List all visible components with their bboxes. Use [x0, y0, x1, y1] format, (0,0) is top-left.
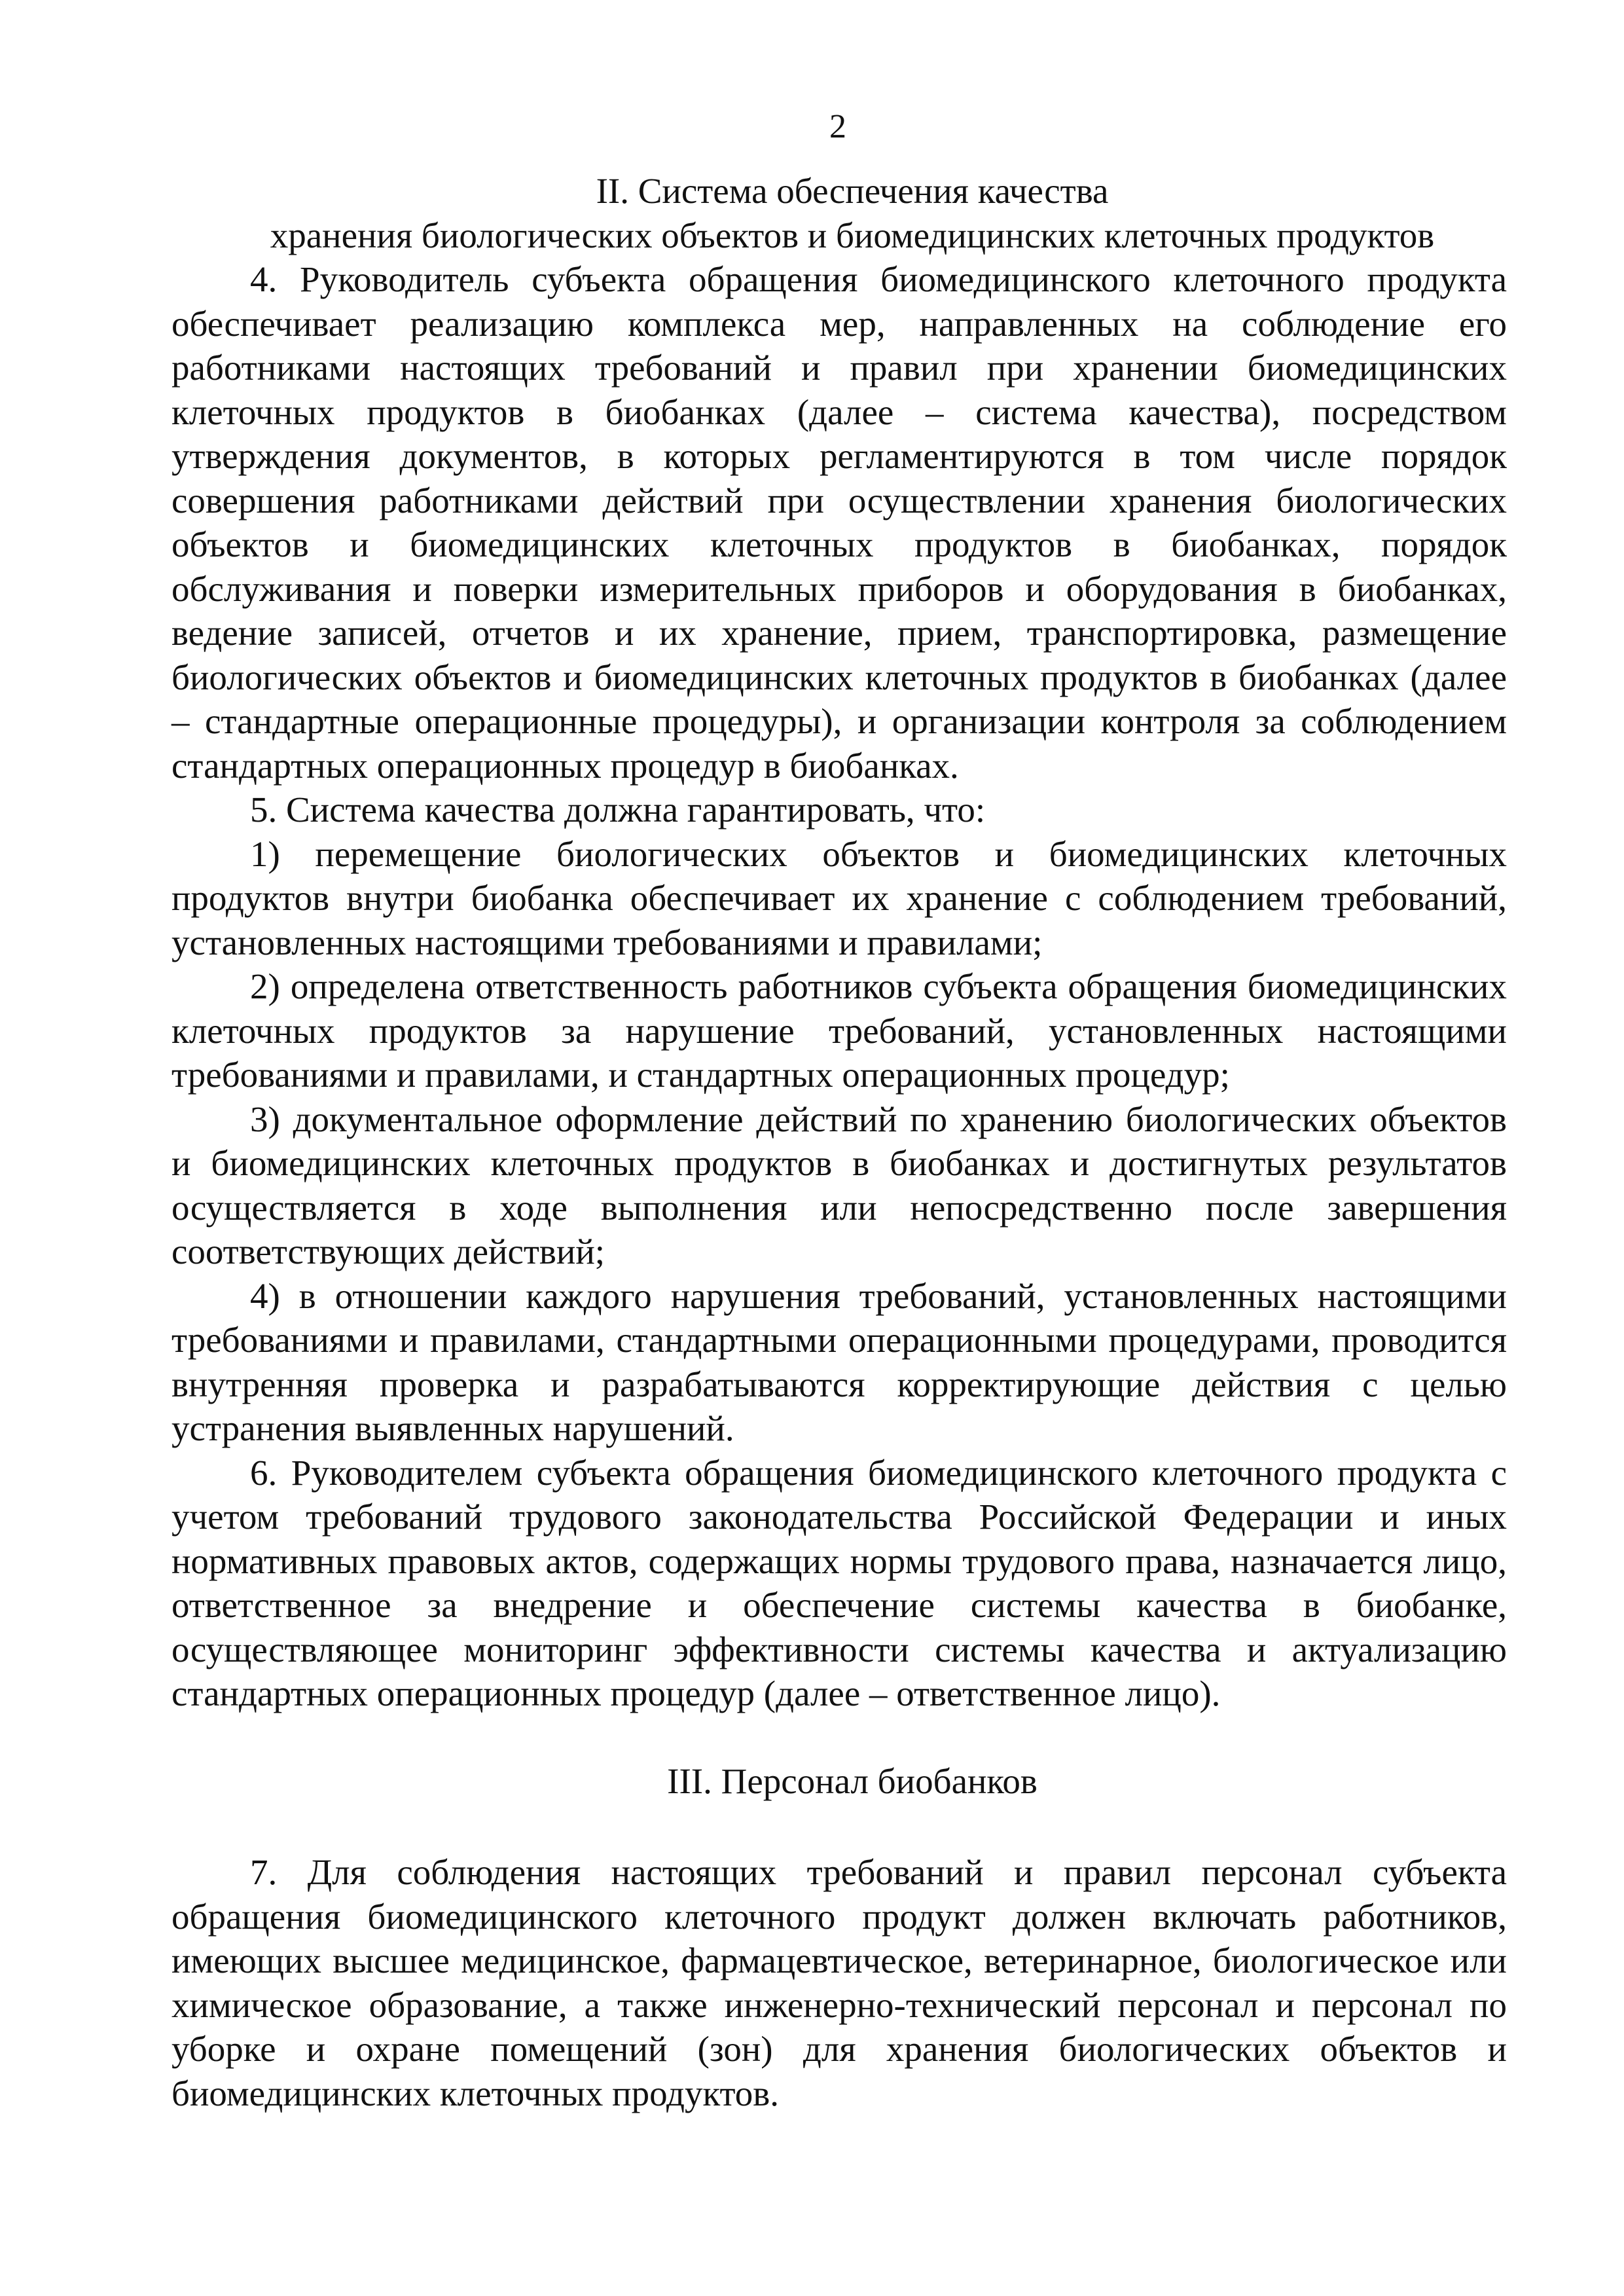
paragraph-5: 5. Система качества должна гарантировать, что:	[250, 790, 986, 829]
spacer	[171, 1716, 1507, 1759]
section-3-title: III. Персонал биобанков	[667, 1760, 1038, 1801]
spacer	[171, 1803, 1507, 1850]
paragraph-6: 6. Руководителем субъекта обращения биомедицинского клеточного продукта с учетом требований трудового законодательства Российской Федерации и иных нормативных правовых актов, содержащих нормы трудового права, назначается лицо, ответственное за внедрение и обеспечение системы качества в биобанке, осуществляющее мониторинг эффективности системы качества и актуализацию стандартных операционных процедур (далее – ответственное лицо).	[171, 1452, 1507, 1713]
paragraph-5-item-1: 1) перемещение биологических объектов и биомедицинских клеточных продуктов внутри биобанка обеспечивает их хранение с соблюдением требований, установленных настоящими требованиями и правилами;	[171, 833, 1507, 962]
paragraph-7: 7. Для соблюдения настоящих требований и правил персонал субъекта обращения биомедицинского клеточного продукт должен включать работников, имеющих высшее медицинское, фармацевтическое, ветеринарное, биологическое или химическое образование, а также инженерно-технический персонал и персонал по уборке и охране помещений (зон) для хранения биологических объектов и биомедицинских клеточных продуктов.	[171, 1852, 1507, 2113]
section-2-title-line-1: II. Система обеспечения качества	[596, 171, 1109, 211]
paragraph-5-item-4: 4) в отношении каждого нарушения требований, установленных настоящими требованиями и правилами, стандартными операционными процедурами, проводится внутренняя проверка и разрабатываются корректирующие действия с целью устранения выявленных нарушений.	[171, 1275, 1507, 1448]
paragraph-5-item-2: 2) определена ответственность работников субъекта обращения биомедицинских клеточных продуктов за нарушение требований, установленных настоящими требованиями и правилами, и стандартных операционных процедур;	[171, 966, 1507, 1095]
section-2-title-line-2: хранения биологических объектов и биомедицинских клеточных продуктов	[270, 215, 1435, 255]
document-body	[171, 169, 1507, 2115]
page-number: 2	[829, 108, 846, 145]
paragraph-4: 4. Руководитель субъекта обращения биомедицинского клеточного продукта обеспечивает реализацию комплекса мер, направленных на соблюдение его работниками настоящих требований и правил при хранении биомедицинских клеточных продуктов в биобанках (далее – система качества), посредством утверждения документов, в которых регламентируются в том числе порядок совершения работниками действий при осуществлении хранения биологических объектов и биомедицинских клеточных продуктов в биобанках, порядок обслуживания и поверки измерительных приборов и оборудования в биобанках, ведение записей, отчетов и их хранение, прием, транспортировка, размещение биологических объектов и биомедицинских клеточных продуктов в биобанках (далее – стандартные операционные процедуры), и организации контроля за соблюдением стандартных операционных процедур в биобанках.	[171, 259, 1507, 786]
paragraph-5-item-3: 3) документальное оформление действий по хранению биологических объектов и биомедицинских клеточных продуктов в биобанках и достигнутых результатов осуществляется в ходе выполнения или непосредственно после завершения соответствующих действий;	[171, 1099, 1507, 1271]
